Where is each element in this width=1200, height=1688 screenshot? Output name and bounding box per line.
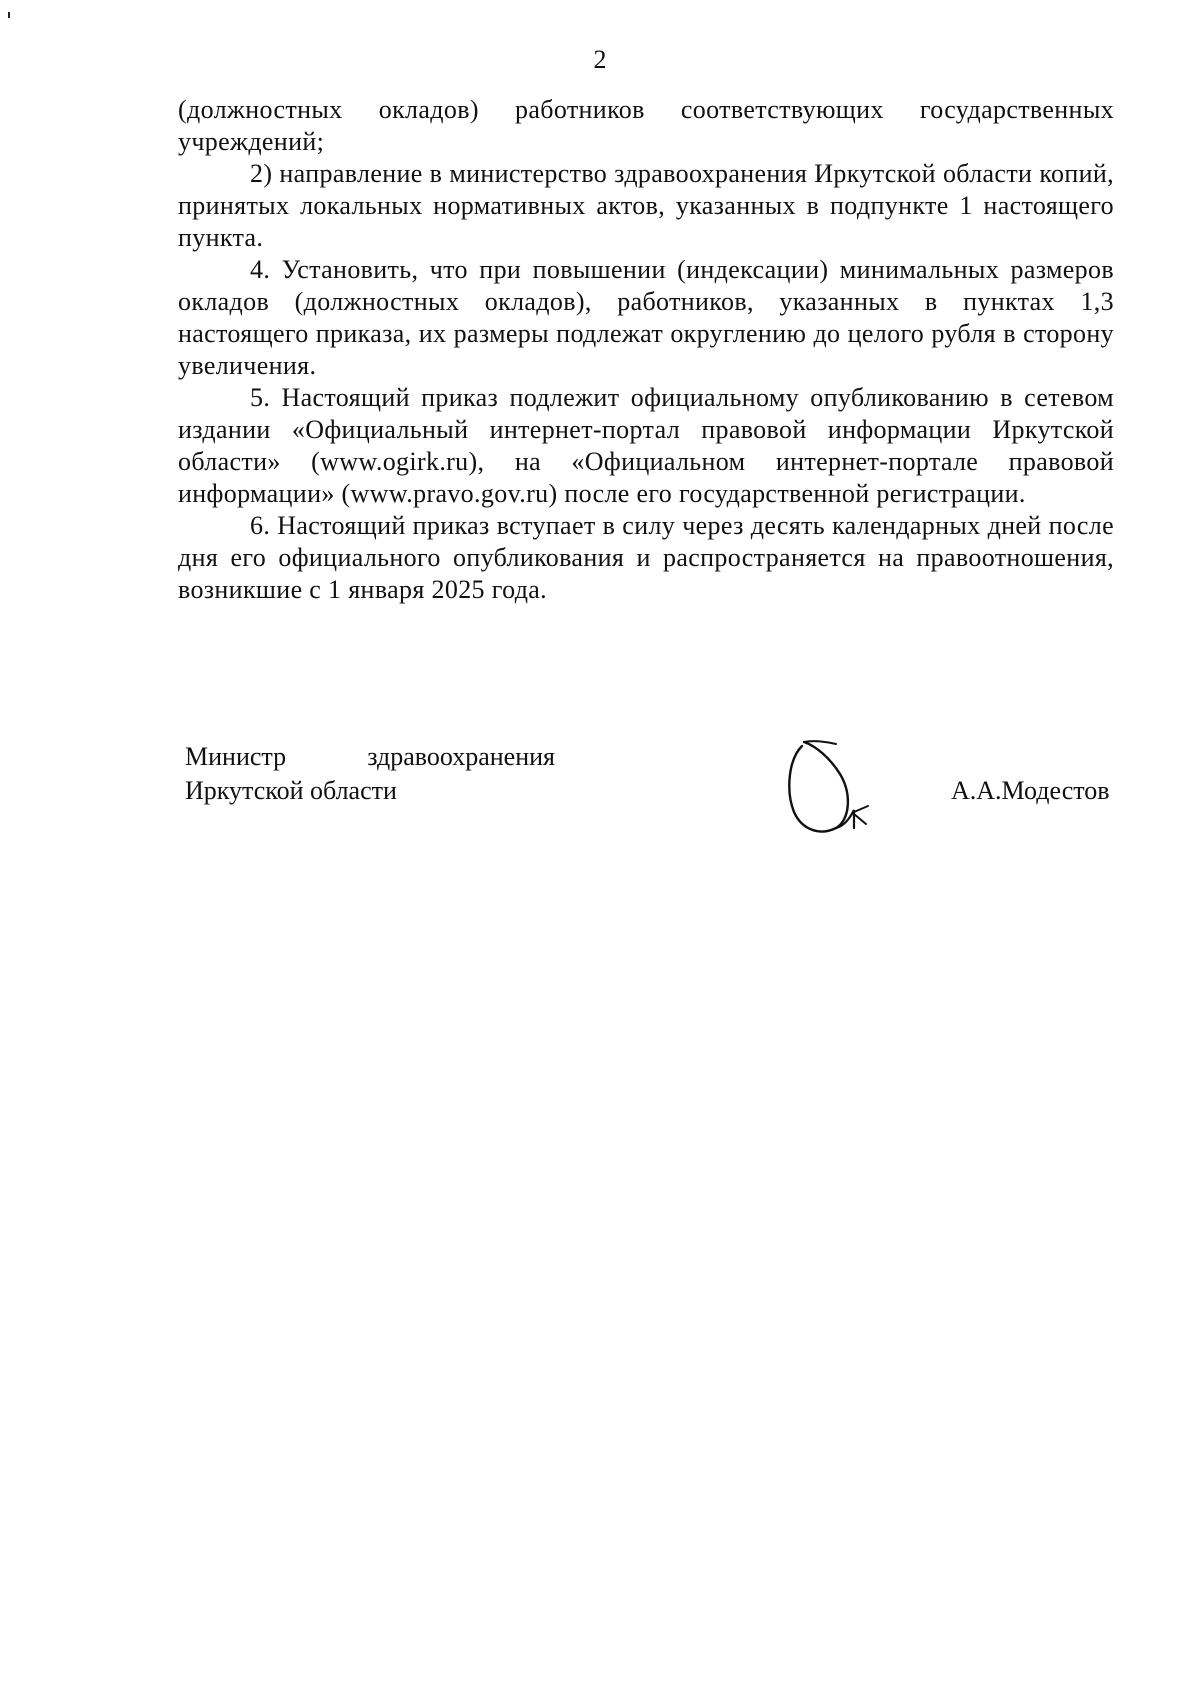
signatory-title-line2: Иркутской области	[185, 776, 397, 805]
signatory-title-word2: здравоохранения	[367, 742, 555, 771]
paragraph-item-5: 5. Настоящий приказ подлежит официальному опубликованию в сетевом издании «Официальный интернет-портал правовой информации Иркутской области» (www.ogirk.ru), на «Официальном интернет-портале правовой информации» (www.pravo.gov.ru) после его государственной регистрации.	[178, 383, 1114, 508]
paragraph-item-6: 6. Настоящий приказ вступает в силу через десять календарных дней после дня его официального опубликования и распространяется на правоотношения, возникшие с 1 января 2025 года.	[178, 511, 1114, 604]
paragraph-subitem-2: 2) направление в министерство здравоохранения Иркутской области копий, принятых локальных нормативных актов, указанных в подпункте 1 настоящего пункта.	[178, 159, 1114, 252]
scan-mark	[8, 12, 10, 18]
paragraph-continuation: (должностных окладов) работников соответствующих государственных учреждений;	[178, 95, 1114, 156]
signatory-name: А.А.Модестов	[951, 776, 1110, 805]
signatory-title-line1	[185, 740, 555, 774]
signature-block	[0, 740, 1200, 860]
paragraph-item-4: 4. Установить, что при повышении (индексации) минимальных размеров окладов (должностных окладов), работников, указанных в пунктах 1,3 настоящего приказа, их размеры подлежат округлению до целого рубля в сторону увеличения.	[178, 255, 1114, 380]
document-body	[178, 94, 1114, 606]
signatory-title-word1: Министр	[185, 742, 287, 771]
page-number: 2	[593, 45, 607, 74]
handwritten-signature	[780, 732, 890, 842]
